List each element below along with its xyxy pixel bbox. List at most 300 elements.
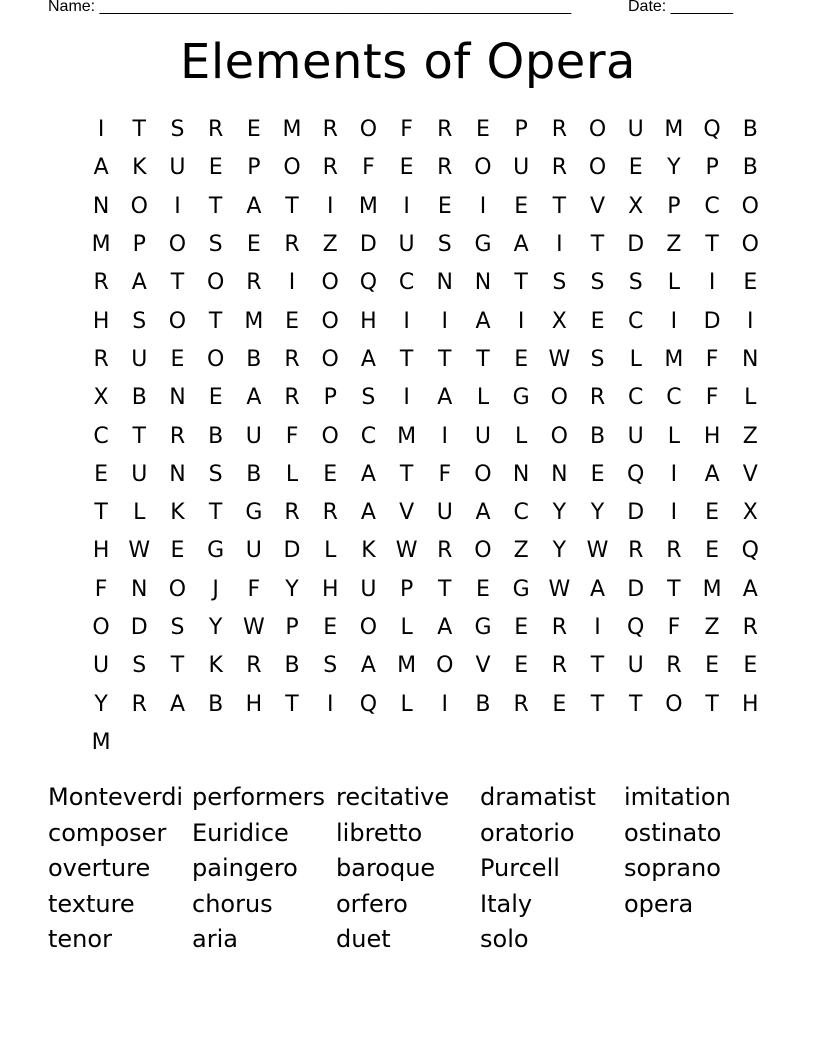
grid-letter[interactable]: D xyxy=(283,538,301,564)
grid-letter[interactable]: T xyxy=(552,193,567,219)
grid-letter[interactable]: A xyxy=(131,270,147,296)
grid-letter[interactable]: R xyxy=(628,538,644,564)
grid-letter[interactable]: W xyxy=(395,538,418,564)
grid-letter[interactable]: T xyxy=(667,576,681,602)
grid-letter[interactable]: P xyxy=(132,232,146,258)
grid-letter[interactable]: T xyxy=(170,270,185,296)
grid-letter[interactable]: I xyxy=(441,691,449,717)
grid-letter[interactable]: O xyxy=(741,193,759,219)
grid-letter[interactable]: C xyxy=(704,193,720,219)
grid-letter[interactable]: O xyxy=(130,193,148,219)
grid-letter[interactable]: K xyxy=(132,155,147,181)
grid-letter[interactable]: R xyxy=(551,117,567,143)
grid-letter[interactable]: L xyxy=(285,461,299,487)
grid-letter[interactable]: X xyxy=(551,308,567,334)
grid-letter[interactable]: T xyxy=(132,117,146,143)
grid-letter[interactable]: R xyxy=(742,615,758,640)
grid-letter[interactable]: L xyxy=(133,500,146,526)
grid-letter[interactable]: B xyxy=(589,423,606,449)
grid-letter[interactable]: C xyxy=(398,270,415,296)
grid-letter[interactable]: T xyxy=(438,346,452,372)
grid-letter[interactable]: E xyxy=(552,691,567,717)
grid-letter[interactable]: T xyxy=(208,193,223,219)
grid-letter[interactable]: E xyxy=(705,653,720,679)
grid-letter[interactable]: Y xyxy=(590,500,605,526)
grid-letter[interactable]: M xyxy=(664,117,684,143)
grid-letter[interactable]: B xyxy=(208,691,224,717)
grid-letter[interactable]: A xyxy=(93,155,109,181)
grid-letter[interactable]: B xyxy=(742,117,758,143)
grid-letter[interactable]: A xyxy=(513,232,529,258)
grid-letter[interactable]: A xyxy=(360,653,376,679)
grid-letter[interactable]: M xyxy=(397,653,417,679)
grid-letter[interactable]: T xyxy=(514,270,528,296)
grid-letter[interactable]: O xyxy=(665,691,683,717)
grid-letter[interactable]: O xyxy=(359,117,378,143)
grid-letter[interactable]: T xyxy=(132,423,146,449)
grid-letter[interactable]: I xyxy=(441,308,449,334)
grid-letter[interactable]: R xyxy=(284,385,300,411)
grid-letter[interactable]: Z xyxy=(322,232,338,258)
grid-letter[interactable]: E xyxy=(246,117,261,143)
grid-letter[interactable]: P xyxy=(667,193,681,219)
grid-letter[interactable]: X xyxy=(93,385,109,411)
grid-letter[interactable]: V xyxy=(742,461,758,487)
grid-letter[interactable]: A xyxy=(437,385,453,411)
grid-letter[interactable]: R xyxy=(322,155,338,181)
grid-letter[interactable]: L xyxy=(400,615,413,640)
grid-letter[interactable]: M xyxy=(91,232,111,258)
grid-letter[interactable]: O xyxy=(474,461,492,487)
grid-letter[interactable]: N xyxy=(131,576,148,602)
grid-letter[interactable]: O xyxy=(550,423,568,449)
grid-letter[interactable]: Q xyxy=(359,691,378,717)
grid-letter[interactable]: O xyxy=(321,423,339,449)
grid-letter[interactable]: L xyxy=(744,385,757,411)
grid-letter[interactable]: X xyxy=(742,500,758,526)
grid-letter[interactable]: R xyxy=(246,270,262,296)
grid-letter[interactable]: H xyxy=(245,691,263,717)
grid-letter[interactable]: A xyxy=(475,308,491,334)
grid-letter[interactable]: D xyxy=(627,232,645,258)
grid-letter[interactable]: E xyxy=(514,615,529,640)
grid-letter[interactable]: A xyxy=(246,385,262,411)
grid-letter[interactable]: S xyxy=(628,270,643,296)
grid-letter[interactable]: I xyxy=(556,232,563,258)
grid-letter[interactable]: I xyxy=(747,308,754,334)
grid-letter[interactable]: E xyxy=(246,232,261,258)
grid-letter[interactable]: S xyxy=(132,308,147,334)
name-field[interactable]: Name: _____________________________________________________ xyxy=(48,0,572,15)
grid-letter[interactable]: O xyxy=(588,155,607,181)
grid-letter[interactable]: B xyxy=(246,346,262,372)
grid-letter[interactable]: R xyxy=(208,117,224,143)
grid-letter[interactable]: L xyxy=(667,423,681,449)
grid-letter[interactable]: S xyxy=(552,270,567,296)
grid-letter[interactable]: Z xyxy=(742,423,758,449)
grid-letter[interactable]: O xyxy=(741,232,759,258)
grid-letter[interactable]: O xyxy=(321,270,339,296)
grid-letter[interactable]: P xyxy=(514,117,528,143)
grid-letter[interactable]: I xyxy=(174,193,181,219)
grid-letter[interactable]: E xyxy=(170,538,185,564)
grid-letter[interactable]: T xyxy=(208,500,223,526)
grid-letter[interactable]: B xyxy=(208,423,224,449)
grid-letter[interactable]: T xyxy=(590,232,605,258)
word-list-item: libretto xyxy=(336,818,423,847)
grid-letter[interactable]: O xyxy=(168,308,187,334)
grid-letter[interactable]: T xyxy=(285,193,299,219)
grid-letter[interactable]: H xyxy=(321,576,339,602)
grid-letter[interactable]: I xyxy=(441,423,449,449)
grid-letter[interactable]: R xyxy=(666,653,682,679)
grid-letter[interactable]: R xyxy=(322,500,338,526)
grid-letter[interactable]: U xyxy=(131,461,148,487)
grid-letter[interactable]: F xyxy=(285,423,299,449)
grid-letter[interactable]: S xyxy=(590,270,605,296)
grid-letter[interactable]: E xyxy=(323,615,338,640)
grid-letter[interactable]: T xyxy=(399,461,414,487)
grid-letter[interactable]: A xyxy=(590,576,606,602)
word-list-item: performers xyxy=(192,783,325,811)
grid-letter[interactable]: E xyxy=(437,193,452,219)
grid-letter[interactable]: V xyxy=(590,193,606,219)
grid-letter[interactable]: G xyxy=(512,385,530,411)
grid-letter[interactable]: T xyxy=(399,346,414,372)
grid-letter[interactable]: N xyxy=(169,461,186,487)
grid-letter[interactable]: Q xyxy=(627,461,645,487)
grid-letter[interactable]: B xyxy=(246,461,262,487)
word-list-item: imitation xyxy=(624,783,731,811)
grid-letter[interactable]: N xyxy=(92,193,110,219)
grid-letter[interactable]: R xyxy=(93,270,109,296)
grid-letter[interactable]: T xyxy=(705,232,719,258)
grid-letter[interactable]: Y xyxy=(667,155,681,181)
grid-letter[interactable]: E xyxy=(208,385,223,411)
grid-letter[interactable]: H xyxy=(703,423,721,449)
grid-letter[interactable]: B xyxy=(475,691,491,717)
grid-letter[interactable]: M xyxy=(664,346,684,372)
grid-letter[interactable]: I xyxy=(326,691,334,717)
grid-letter[interactable]: R xyxy=(322,117,338,143)
grid-letter[interactable]: E xyxy=(514,193,529,219)
grid-letter[interactable]: K xyxy=(170,500,185,526)
word-list xyxy=(48,781,768,959)
grid-letter[interactable]: E xyxy=(285,308,299,334)
word-list-item: ostinato xyxy=(624,818,722,847)
grid-letter[interactable]: R xyxy=(513,691,529,717)
grid-letter[interactable]: T xyxy=(170,653,185,679)
grid-letter[interactable]: S xyxy=(208,232,223,258)
grid-letter[interactable]: A xyxy=(704,461,720,487)
grid-letter[interactable]: T xyxy=(628,691,643,717)
grid-letter[interactable]: F xyxy=(705,385,719,411)
grid-letter[interactable]: R xyxy=(93,346,109,372)
grid-letter[interactable]: A xyxy=(360,500,376,526)
grid-letter[interactable]: O xyxy=(206,270,225,296)
grid-letter[interactable]: S xyxy=(170,615,185,640)
grid-letter[interactable]: D xyxy=(703,308,721,334)
grid-letter[interactable]: H xyxy=(92,308,110,334)
grid-letter[interactable]: C xyxy=(93,423,109,449)
grid-letter[interactable]: P xyxy=(323,385,337,411)
grid-letter[interactable]: W xyxy=(586,538,609,564)
grid-letter[interactable]: U xyxy=(360,576,377,602)
grid-letter[interactable]: I xyxy=(288,270,296,296)
grid-letter[interactable]: F xyxy=(667,615,681,640)
grid-letter[interactable]: I xyxy=(708,270,716,296)
grid-letter[interactable]: G xyxy=(245,500,263,526)
grid-letter[interactable]: M xyxy=(358,193,378,219)
grid-letter[interactable]: F xyxy=(705,346,719,372)
grid-letter[interactable]: Y xyxy=(285,576,299,602)
grid-letter[interactable]: P xyxy=(285,615,299,640)
grid-letter[interactable]: E xyxy=(705,500,720,526)
grid-letter[interactable]: R xyxy=(666,538,682,564)
grid-letter[interactable]: O xyxy=(283,155,301,181)
grid-letter[interactable]: E xyxy=(94,461,109,487)
grid-letter[interactable]: T xyxy=(438,576,452,602)
grid-letter[interactable]: R xyxy=(437,155,453,181)
grid-letter[interactable]: K xyxy=(208,653,223,679)
grid-letter[interactable]: E xyxy=(514,653,529,679)
grid-letter[interactable]: O xyxy=(92,615,110,640)
grid-letter[interactable]: O xyxy=(588,117,607,143)
grid-letter[interactable]: E xyxy=(476,117,490,143)
grid-letter[interactable]: V xyxy=(399,500,415,526)
grid-letter[interactable]: E xyxy=(590,461,605,487)
grid-letter[interactable]: N xyxy=(436,270,454,296)
grid-letter[interactable]: S xyxy=(208,461,223,487)
grid-letter[interactable]: P xyxy=(399,576,414,602)
grid-letter[interactable]: I xyxy=(594,615,601,640)
grid-letter[interactable]: D xyxy=(627,500,645,526)
grid-letter[interactable]: G xyxy=(474,232,492,258)
grid-letter[interactable]: G xyxy=(207,538,225,564)
grid-letter[interactable]: H xyxy=(742,691,759,717)
grid-letter[interactable]: S xyxy=(437,232,452,258)
grid-letter[interactable]: T xyxy=(94,500,108,526)
grid-letter[interactable]: E xyxy=(514,346,529,372)
grid-letter[interactable]: O xyxy=(436,653,454,679)
grid-letter[interactable]: U xyxy=(627,653,644,679)
grid-letter[interactable]: Q xyxy=(703,117,721,143)
grid-letter[interactable]: C xyxy=(666,385,682,411)
grid-letter[interactable]: O xyxy=(474,155,492,181)
grid-letter[interactable]: R xyxy=(551,615,567,640)
grid-letter[interactable]: T xyxy=(208,308,223,334)
grid-letter[interactable]: A xyxy=(169,691,185,717)
grid-letter[interactable]: W xyxy=(242,615,265,640)
grid-letter[interactable]: O xyxy=(168,232,187,258)
grid-letter[interactable]: L xyxy=(400,691,413,717)
grid-letter[interactable]: R xyxy=(551,155,567,181)
grid-letter[interactable]: Z xyxy=(704,615,720,640)
word-list-item: duet xyxy=(336,925,391,953)
grid-letter[interactable]: D xyxy=(130,615,148,640)
grid-letter[interactable]: X xyxy=(628,193,644,219)
grid-letter[interactable]: L xyxy=(324,538,337,564)
grid-letter[interactable]: Q xyxy=(741,538,759,564)
grid-letter[interactable]: L xyxy=(629,346,642,372)
grid-letter[interactable]: L xyxy=(515,423,528,449)
grid-letter[interactable]: F xyxy=(362,155,375,181)
grid-letter[interactable]: S xyxy=(170,117,185,143)
grid-letter[interactable]: I xyxy=(97,117,105,143)
grid-letter[interactable]: T xyxy=(590,691,605,717)
grid-letter[interactable]: U xyxy=(398,232,415,258)
grid-letter[interactable]: R xyxy=(284,232,300,258)
grid-letter[interactable]: N xyxy=(169,385,186,411)
grid-letter[interactable]: E xyxy=(323,461,338,487)
grid-letter[interactable]: R xyxy=(284,346,300,372)
grid-letter[interactable]: U xyxy=(436,500,453,526)
word-list-item: oratorio xyxy=(480,818,575,847)
grid-letter[interactable]: N xyxy=(551,461,568,487)
grid-letter[interactable]: T xyxy=(590,653,605,679)
grid-letter[interactable]: Y xyxy=(552,500,567,526)
grid-letter[interactable]: C xyxy=(513,500,529,526)
grid-letter[interactable]: E xyxy=(208,155,223,181)
grid-letter[interactable]: M xyxy=(702,576,722,602)
grid-letter[interactable]: F xyxy=(438,461,452,487)
grid-letter[interactable]: G xyxy=(512,576,530,602)
grid-letter[interactable]: U xyxy=(627,423,644,449)
grid-letter[interactable]: B xyxy=(284,653,300,679)
grid-letter[interactable]: D xyxy=(627,576,645,602)
grid-letter[interactable]: E xyxy=(628,155,643,181)
grid-letter[interactable]: I xyxy=(403,385,410,411)
word-list-item: orfero xyxy=(336,889,408,918)
grid-letter[interactable]: T xyxy=(705,691,719,717)
grid-letter[interactable]: O xyxy=(474,538,492,564)
grid-letter[interactable]: R xyxy=(246,653,262,679)
grid-letter[interactable]: H xyxy=(360,308,377,334)
grid-letter[interactable]: U xyxy=(474,423,492,449)
grid-letter[interactable]: N xyxy=(474,270,492,296)
grid-letter[interactable]: S xyxy=(132,653,147,679)
grid-letter[interactable]: Z xyxy=(666,232,682,258)
grid-letter[interactable]: O xyxy=(206,346,225,372)
grid-letter[interactable]: O xyxy=(168,576,187,602)
grid-letter[interactable]: I xyxy=(670,308,678,334)
grid-letter[interactable]: B xyxy=(742,155,758,181)
grid-letter[interactable]: I xyxy=(326,193,334,219)
grid-letter[interactable]: U xyxy=(627,117,644,143)
grid-letter[interactable]: B xyxy=(131,385,147,411)
grid-letter[interactable]: E xyxy=(743,270,758,296)
grid-letter[interactable]: W xyxy=(548,576,571,602)
date-field[interactable]: Date: _______ xyxy=(628,0,733,15)
grid-letter[interactable]: L xyxy=(667,270,681,296)
grid-letter[interactable]: O xyxy=(321,346,339,372)
grid-letter[interactable]: A xyxy=(360,346,376,372)
grid-letter[interactable]: S xyxy=(323,653,338,679)
grid-letter[interactable]: F xyxy=(94,576,108,602)
grid-letter[interactable]: U xyxy=(245,423,262,449)
grid-letter[interactable]: Y xyxy=(208,615,223,640)
grid-letter[interactable]: S xyxy=(361,385,376,411)
grid-letter[interactable]: I xyxy=(403,193,410,219)
grid-letter[interactable]: R xyxy=(551,653,567,679)
grid-letter[interactable]: E xyxy=(705,538,720,564)
grid-letter[interactable]: U xyxy=(93,653,110,679)
grid-letter[interactable]: C xyxy=(628,385,644,411)
grid-letter[interactable]: Z xyxy=(513,538,529,564)
grid-letter[interactable]: E xyxy=(170,346,185,372)
grid-letter[interactable]: N xyxy=(512,461,530,487)
grid-letter[interactable]: K xyxy=(361,538,376,564)
grid-letter[interactable]: Y xyxy=(552,538,567,564)
grid-letter[interactable]: E xyxy=(590,308,605,334)
grid-letter[interactable]: R xyxy=(589,385,606,411)
grid-letter[interactable]: I xyxy=(670,500,678,526)
grid-letter[interactable]: W xyxy=(548,346,571,372)
grid-letter[interactable]: A xyxy=(246,193,262,219)
grid-letter[interactable]: C xyxy=(360,423,377,449)
grid-letter[interactable]: O xyxy=(550,385,568,411)
grid-letter[interactable]: Q xyxy=(627,615,645,640)
word-list-item: recitative xyxy=(336,783,450,811)
grid-letter[interactable]: I xyxy=(403,308,410,334)
grid-letter[interactable]: I xyxy=(670,461,678,487)
grid-letter[interactable]: C xyxy=(628,308,644,334)
grid-letter[interactable]: U xyxy=(131,346,148,372)
grid-letter[interactable]: P xyxy=(247,155,261,181)
grid-letter[interactable]: Q xyxy=(359,270,378,296)
grid-letter[interactable]: O xyxy=(359,615,378,640)
grid-letter[interactable]: R xyxy=(131,691,147,717)
grid-letter[interactable]: V xyxy=(475,653,491,679)
grid-letter[interactable]: T xyxy=(476,346,490,372)
grid-letter[interactable]: G xyxy=(474,615,492,640)
grid-letter[interactable]: J xyxy=(212,576,219,602)
grid-letter[interactable]: R xyxy=(284,500,300,526)
grid-letter[interactable]: I xyxy=(479,193,487,219)
grid-letter[interactable]: A xyxy=(475,500,491,526)
grid-letter[interactable]: E xyxy=(399,155,414,181)
grid-letter[interactable]: M xyxy=(91,729,111,755)
grid-letter[interactable]: M xyxy=(244,308,264,334)
grid-letter[interactable]: E xyxy=(743,653,758,679)
grid-letter[interactable]: F xyxy=(247,576,261,602)
grid-letter[interactable]: O xyxy=(321,308,339,334)
grid-letter[interactable]: I xyxy=(517,308,525,334)
grid-letter[interactable]: A xyxy=(742,576,758,602)
grid-letter[interactable]: S xyxy=(590,346,605,372)
grid-letter[interactable]: T xyxy=(285,691,299,717)
grid-letter[interactable]: Y xyxy=(94,691,108,717)
grid-letter[interactable]: H xyxy=(92,538,110,564)
grid-letter[interactable]: A xyxy=(437,615,453,640)
grid-letter[interactable]: R xyxy=(437,117,453,143)
grid-letter[interactable]: R xyxy=(169,423,186,449)
grid-letter[interactable]: F xyxy=(400,117,413,143)
grid-letter[interactable]: W xyxy=(128,538,151,564)
grid-letter[interactable]: A xyxy=(360,461,376,487)
grid-letter[interactable]: E xyxy=(476,576,490,602)
grid-letter[interactable]: U xyxy=(513,155,530,181)
grid-letter[interactable]: L xyxy=(476,385,490,411)
grid-letter[interactable]: M xyxy=(282,117,302,143)
grid-letter[interactable]: M xyxy=(397,423,417,449)
grid-letter[interactable]: R xyxy=(437,538,453,564)
grid-letter[interactable]: D xyxy=(359,232,377,258)
grid-letter[interactable]: N xyxy=(742,346,759,372)
grid-letter[interactable]: U xyxy=(245,538,262,564)
grid-letter[interactable]: P xyxy=(705,155,719,181)
grid-letter[interactable]: U xyxy=(169,155,186,181)
